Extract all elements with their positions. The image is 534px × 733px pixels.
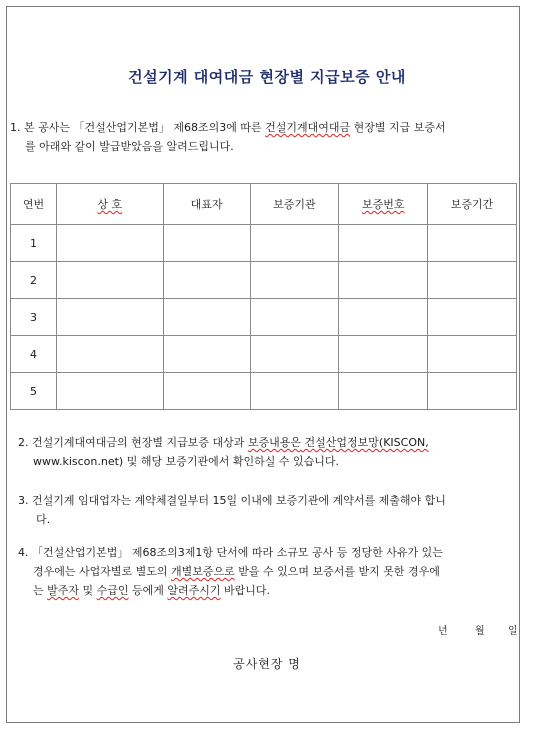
paragraph-1 [10,118,520,156]
row-number: 4 [11,336,57,373]
table-row [11,262,517,299]
header-guarantee-period: 보증기간 [428,184,517,225]
paragraph-2 [18,433,518,471]
table-header-row [11,184,517,225]
paragraph-3 [18,491,518,529]
p1-text-c: 현장별 지급 보증서 [350,121,446,134]
guarantee-table [10,183,517,410]
row-number: 1 [11,225,57,262]
header-serial: 연번 [11,184,57,225]
row-number: 2 [11,262,57,299]
paragraph-2-line-1: 2. 건설기계대여대금의 현장별 지급보증 대상과 보증내용은 건설산업정보망(KISCON, [18,436,429,449]
header-guarantee-number: 보증번호 [339,184,428,225]
header-representative: 대표자 [163,184,250,225]
table-row [11,336,517,373]
header-guarantee-institution: 보증기관 [250,184,339,225]
date-day: 일 [508,626,518,637]
table-row [11,373,517,410]
p1-text-b: 건설기계대여대금 [265,121,351,134]
paragraph-3-line-2: 다. [36,513,51,526]
paragraph-4-line-3: 는 발주자 및 수급인 등에게 알려주시기 바랍니다. [33,584,271,597]
row-number: 5 [11,373,57,410]
paragraph-2-line-2: www.kiscon.net) 및 해당 보증기관에서 확인하실 수 있습니다. [33,455,339,468]
paragraph-3-line-1: 3. 건설기계 임대업자는 계약체결일부터 15일 이내에 보증기관에 계약서를 제출해야 합니 [18,494,446,507]
date-year: 년 [438,626,448,637]
paragraph-1-line-2: 를 아래와 같이 발급받았음을 알려드립니다. [25,140,234,153]
document-title: 건설기계 대여대금 현장별 지급보증 안내 [128,68,406,86]
date-month: 월 [475,626,485,637]
table-row [11,299,517,336]
header-company: 상 호 [56,184,163,225]
p2-text-e: 건설산업정보망(KISCON, [301,436,429,449]
table-row [11,225,517,262]
p2-text-d: 보증내용은 [247,436,302,449]
row-number: 3 [11,299,57,336]
paragraph-4-line-2: 경우에는 사업자별로 별도의 개별보증으로 받을 수 있으며 보증서를 받지 못한 경우에 [33,565,440,578]
p2-text-b: 건설기계대여대금의 [32,436,128,449]
paragraph-1-line-1 [10,118,520,137]
p1-text-a: 1. 본 공사는 「건설산업기본법」 제68조의3에 따른 [10,121,266,134]
paragraph-4-line-1: 4. 「건설산업기본법」 제68조의3제1항 단서에 따라 소규모 공사 등 정당한 사유가 있는 [18,546,443,559]
paragraph-4 [18,543,518,600]
signature-site-name: 공사현장 명 [233,657,301,671]
